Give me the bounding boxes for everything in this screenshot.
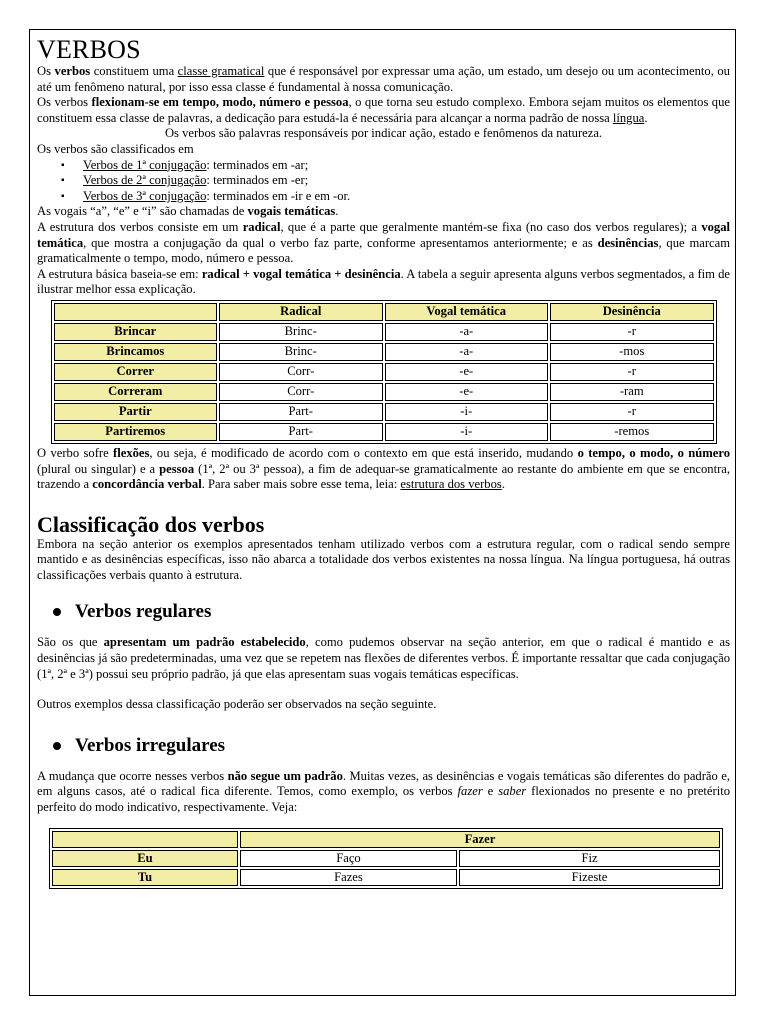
table-cell: -remos — [550, 423, 714, 441]
table-cell: -ram — [550, 383, 714, 401]
basic-structure-paragraph: A estrutura básica baseia-se em: radical + vogal temática + desinência. A tabela a seguir apresenta alguns verbos segmentados, a fim de ilustrar melhor essa explicação. — [37, 266, 730, 297]
irregulares-paragraph: A mudança que ocorre nesses verbos não segue um padrão. Muitas vezes, as desinências e vogais temáticas são diferentes do padrão e, em alguns casos, até o radical fica diferente. Temos, como exemplo, os verbos fazer e saber flexionados no presente e no pretérito perfeito do modo indicativo, respectivamente. Veja: — [37, 768, 731, 815]
table-header-cell: Fazer — [240, 831, 720, 848]
subsection-regulares: Verbos regulares — [37, 601, 730, 623]
table-corner-cell — [52, 831, 238, 848]
fazer-table — [49, 828, 723, 889]
regulares-paragraph: São os que apresentam um padrão estabelecido, como pudemos observar na seção anterior, em que o radical é mantido e as desinências já são predeterminadas, uma vez que se repetem nas flexões de diferentes verbos. É importante ressaltar que cada conjugação (1ª, 2ª e 3ª) possui seu próprio padrão, já que elas apresentam suas vogais temáticas específicas. — [37, 635, 731, 681]
table-header-cell: Radical — [219, 303, 383, 321]
table-cell: -i- — [385, 423, 549, 441]
table-cell: -r — [550, 323, 714, 341]
table-header-row — [54, 303, 714, 321]
table-cell: Part- — [219, 403, 383, 421]
table-header-row — [52, 831, 720, 848]
classification-intro: Os verbos são classificados em — [37, 141, 194, 156]
table-row — [54, 343, 714, 361]
classe-gramatical-link[interactable]: classe gramatical — [177, 64, 265, 78]
examples-paragraph: Outros exemplos dessa classificação poderão ser observados na seção seguinte. — [37, 697, 437, 712]
row-header-cell: Brincamos — [54, 343, 218, 361]
table-row — [54, 403, 714, 421]
table-header-cell — [54, 303, 218, 321]
estrutura-dos-verbos-link[interactable]: estrutura dos verbos — [400, 477, 502, 492]
vowels-paragraph: As vogais “a”, “e” e “i” são chamadas de vogais temáticas. — [37, 204, 339, 219]
row-header-cell: Eu — [52, 850, 238, 867]
conjugation-list — [37, 158, 730, 205]
table-row — [52, 850, 720, 867]
row-header-cell: Brincar — [54, 323, 218, 341]
conjugation-1-link[interactable]: Verbos de 1ª conjugação — [83, 157, 207, 172]
lingua-link[interactable]: língua — [612, 110, 645, 125]
bullet-icon — [53, 608, 61, 616]
table-header-cell: Vogal temática — [385, 303, 549, 321]
table-cell: Brinc- — [219, 343, 383, 361]
table-cell: Corr- — [219, 363, 383, 381]
row-header-cell: Partiremos — [54, 423, 218, 441]
row-header-cell: Partir — [54, 403, 218, 421]
classification-paragraph: Embora na seção anterior os exemplos apresentados tenham utilizado verbos com a estrutura regular, com o radical sendo sempre mantido e as desinências específicas, isso não abarca a totalidade dos verbos existentes na nossa língua. Na língua portuguesa, há outras classificações verbais quanto à estrutura. — [37, 536, 730, 582]
table-cell: -mos — [550, 343, 714, 361]
table-cell: -a- — [385, 323, 549, 341]
table-cell: Brinc- — [219, 323, 383, 341]
table-row — [54, 363, 714, 381]
list-item: ▪ Verbos de 1ª conjugação: terminados em -ar; — [61, 158, 730, 174]
table-cell: -a- — [385, 343, 549, 361]
subsection-irregulares: Verbos irregulares — [37, 735, 730, 757]
document-page — [29, 29, 736, 996]
table-cell: Corr- — [219, 383, 383, 401]
centered-definition: Os verbos são palavras responsáveis por indicar ação, estado e fenômenos da natureza. — [164, 126, 603, 141]
row-header-cell: Correram — [54, 383, 218, 401]
conjugation-2-link[interactable]: Verbos de 2ª conjugação — [83, 173, 207, 188]
list-item: ▪ Verbos de 3ª conjugação: terminados em -ir e em -or. — [61, 189, 730, 205]
table-cell: Fiz — [459, 850, 720, 867]
table-cell: -r — [550, 363, 714, 381]
table-row — [52, 869, 720, 886]
flexions-paragraph: O verbo sofre flexões, ou seja, é modificado de acordo com o contexto em que está inserido, mudando o tempo, o modo, o número (plural ou singular) e a pessoa (1ª, 2ª ou 3ª pessoa), a fim de adequar-se gramaticalmente ao restante do ambiente em que se encontra, trazendo a concordância verbal. Para saber mais sobre esse tema, leia: estrutura dos verbos. — [37, 445, 731, 492]
table-cell: Faço — [240, 850, 457, 867]
bullet-icon — [53, 742, 61, 750]
segmentation-table — [51, 300, 717, 444]
table-header-cell: Desinência — [550, 303, 714, 321]
flexion-paragraph: Os verbos flexionam-se em tempo, modo, número e pessoa, o que torna seu estudo complexo. Embora sejam muitos os elementos que constituem essa classe de palavras, a dedicação para estudá-la é necessária para alcançar a norma padrão de nossa língua. — [37, 95, 730, 125]
table-cell: Fizeste — [459, 869, 720, 886]
table-cell: Fazes — [240, 869, 457, 886]
section-title: Classificação dos verbos — [37, 511, 265, 537]
conjugation-3-link[interactable]: Verbos de 3ª conjugação — [83, 188, 207, 203]
table-cell: -i- — [385, 403, 549, 421]
table-cell: -r — [550, 403, 714, 421]
structure-paragraph: A estrutura dos verbos consiste em um radical, que é a parte que geralmente mantém-se fixa (no caso dos verbos regulares); a vogal temática, que mostra a conjugação da qual o verbo faz parte, conforme apresentamos anteriormente; e as desinências, que marcam gramaticalmente o tempo, modo, número e pessoa. — [37, 219, 731, 266]
row-header-cell: Tu — [52, 869, 238, 886]
row-header-cell: Correr — [54, 363, 218, 381]
list-item: ▪ Verbos de 2ª conjugação: terminados em -er; — [61, 173, 730, 189]
table-row — [54, 383, 714, 401]
intro-paragraph: Os verbos constituem uma classe gramatical que é responsável por expressar uma ação, um estado, um desejo ou um acontecimento, ou até um fenômeno natural, por isso essa classe é fundamental à nossa comunicação. — [37, 64, 730, 94]
table-row — [54, 323, 714, 341]
table-row — [54, 423, 714, 441]
doc-title: VERBOS — [37, 35, 141, 64]
table-cell: Part- — [219, 423, 383, 441]
table-cell: -e- — [385, 383, 549, 401]
table-cell: -e- — [385, 363, 549, 381]
